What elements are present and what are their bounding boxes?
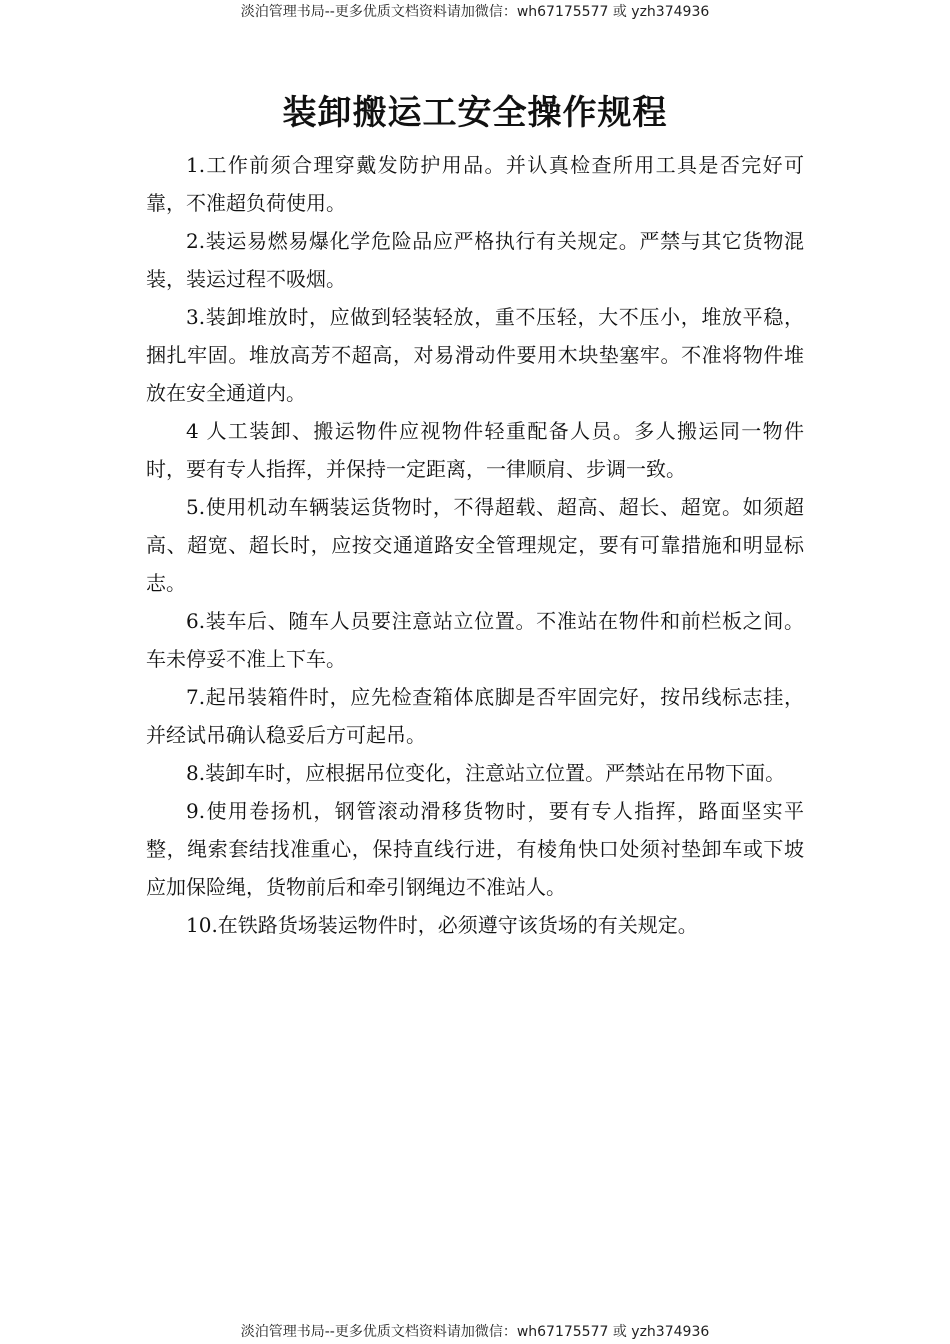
rule-paragraph-9: 9.使用卷扬机，钢管滚动滑移货物时，要有专人指挥，路面坚实平整，绳索套结找准重心，保持直线行进，有棱角快口处须衬垫卸车或下坡应加保险绳，货物前后和牵引钢绳边不准站人。 bbox=[146, 799, 804, 899]
page-footer: 淡泊管理书局--更多优质文档资料请加微信：wh67175577 或 yzh374936 bbox=[240, 1324, 710, 1340]
rule-paragraph-7: 7.起吊装箱件时，应先检查箱体底脚是否牢固完好，按吊线标志挂，并经试吊确认稳妥后方可起吊。 bbox=[146, 685, 804, 747]
rule-paragraph-6: 6.装车后、随车人员要注意站立位置。不准站在物件和前栏板之间。车未停妥不准上下车。 bbox=[146, 609, 804, 671]
rule-paragraph-5: 5.使用机动车辆装运货物时，不得超载、超高、超长、超宽。如须超高、超宽、超长时，应按交通道路安全管理规定，要有可靠措施和明显标志。 bbox=[146, 495, 804, 595]
rule-paragraph-1: 1.工作前须合理穿戴发防护用品。并认真检查所用工具是否完好可靠，不准超负荷使用。 bbox=[146, 153, 804, 215]
rule-paragraph-4: 4 人工装卸、搬运物件应视物件轻重配备人员。多人搬运同一物件时，要有专人指挥，并保持一定距离，一律顺肩、步调一致。 bbox=[146, 419, 804, 481]
rule-paragraph-10: 10.在铁路货场装运物件时，必须遵守该货场的有关规定。 bbox=[186, 913, 698, 937]
page-header: 淡泊管理书局--更多优质文档资料请加微信：wh67175577 或 yzh374936 bbox=[240, 4, 710, 20]
rule-paragraph-8: 8.装卸车时，应根据吊位变化，注意站立位置。严禁站在吊物下面。 bbox=[186, 761, 786, 785]
document-body bbox=[146, 146, 804, 944]
page-title: 装卸搬运工安全操作规程 bbox=[282, 93, 668, 133]
rule-paragraph-2: 2.装运易燃易爆化学危险品应严格执行有关规定。严禁与其它货物混装，装运过程不吸烟。 bbox=[146, 229, 804, 291]
rule-paragraph-3: 3.装卸堆放时，应做到轻装轻放，重不压轻，大不压小，堆放平稳，捆扎牢固。堆放高芳不超高，对易滑动件要用木块垫塞牢。不准将物件堆放在安全通道内。 bbox=[146, 305, 804, 405]
